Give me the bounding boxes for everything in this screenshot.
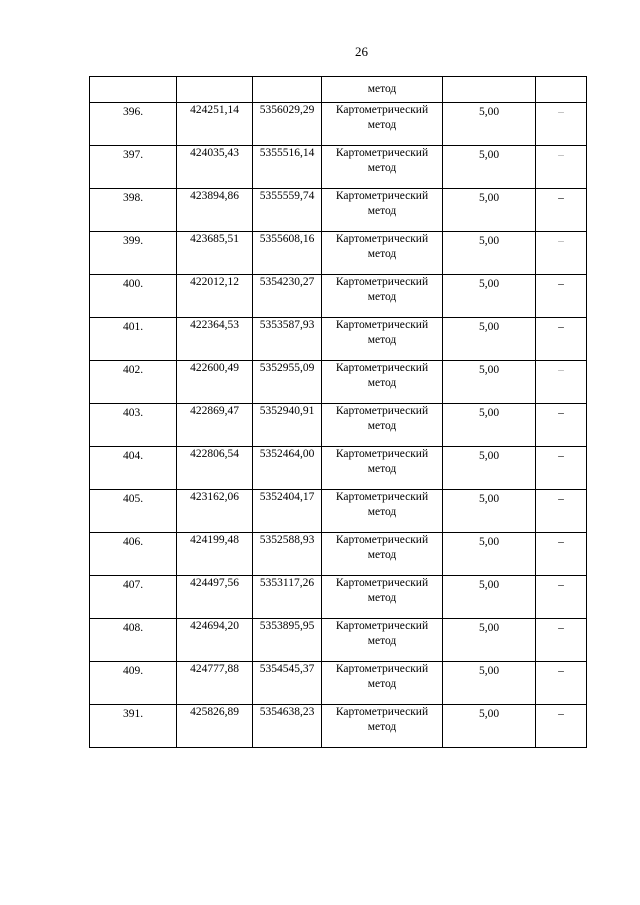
x-coordinate-cell: 425826,89 bbox=[177, 705, 253, 748]
point-number-cell bbox=[90, 404, 177, 447]
method-line-1: Картометрический bbox=[335, 362, 429, 374]
point-number: 403. bbox=[122, 407, 144, 419]
table-row bbox=[90, 146, 587, 189]
dash-mark: – bbox=[558, 493, 564, 505]
point-number-cell bbox=[90, 662, 177, 705]
y-coordinate-cell: 5355608,16 bbox=[253, 232, 322, 275]
accuracy-cell bbox=[443, 490, 536, 533]
x-coordinate-cell: 422364,53 bbox=[177, 318, 253, 361]
x-coordinate-cell: 424251,14 bbox=[177, 103, 253, 146]
accuracy-value: 5,00 bbox=[478, 665, 500, 677]
method-cell bbox=[322, 576, 443, 619]
description-cell bbox=[536, 705, 587, 748]
point-number: 400. bbox=[122, 278, 144, 290]
method-line-1: Картометрический bbox=[335, 405, 429, 417]
dash-mark: – bbox=[558, 622, 564, 634]
method-line-1: Картометрический bbox=[335, 706, 429, 718]
dash-mark: – bbox=[558, 235, 564, 247]
accuracy-value: 5,00 bbox=[478, 622, 500, 634]
point-number-cell bbox=[90, 146, 177, 189]
method-cell bbox=[322, 404, 443, 447]
table-row bbox=[90, 318, 587, 361]
method-cell bbox=[322, 705, 443, 748]
dash-mark: – bbox=[558, 450, 564, 462]
method-cell bbox=[322, 232, 443, 275]
method-cell bbox=[322, 189, 443, 232]
dash-mark: – bbox=[558, 278, 564, 290]
x-coordinate-cell: 422600,49 bbox=[177, 361, 253, 404]
method-cell bbox=[322, 146, 443, 189]
y-coordinate-cell: 5352940,91 bbox=[253, 404, 322, 447]
method-line-1: Картометрический bbox=[335, 319, 429, 331]
point-number-cell bbox=[90, 533, 177, 576]
accuracy-value: 5,00 bbox=[478, 450, 500, 462]
method-line-2: метод bbox=[367, 721, 397, 733]
method-cell: метод bbox=[322, 77, 443, 103]
x-coordinate-cell: 423894,86 bbox=[177, 189, 253, 232]
table-row bbox=[90, 447, 587, 490]
y-coordinate-cell: 5352404,17 bbox=[253, 490, 322, 533]
accuracy-value: 5,00 bbox=[478, 106, 500, 118]
method-line-2: метод bbox=[367, 549, 397, 561]
table-cell bbox=[90, 77, 177, 103]
y-coordinate-cell: 5353117,26 bbox=[253, 576, 322, 619]
description-cell bbox=[536, 275, 587, 318]
description-cell bbox=[536, 103, 587, 146]
method-line-1: Картометрический bbox=[335, 104, 429, 116]
accuracy-value: 5,00 bbox=[478, 536, 500, 548]
method-line-2: метод bbox=[367, 291, 397, 303]
description-cell bbox=[536, 361, 587, 404]
method-cell bbox=[322, 619, 443, 662]
description-cell bbox=[536, 490, 587, 533]
accuracy-cell bbox=[443, 361, 536, 404]
accuracy-value: 5,00 bbox=[478, 364, 500, 376]
table-cell bbox=[253, 77, 322, 103]
y-coordinate-cell: 5355516,14 bbox=[253, 146, 322, 189]
x-coordinate-cell: 424777,88 bbox=[177, 662, 253, 705]
point-number-cell bbox=[90, 189, 177, 232]
table-body bbox=[90, 77, 587, 748]
point-number: 409. bbox=[122, 665, 144, 677]
x-coordinate-cell: 424694,20 bbox=[177, 619, 253, 662]
accuracy-value: 5,00 bbox=[478, 708, 500, 720]
method-line-1: Картометрический bbox=[335, 448, 429, 460]
method-line-1: Картометрический bbox=[335, 233, 429, 245]
y-coordinate-cell: 5355559,74 bbox=[253, 189, 322, 232]
method-line-2: метод bbox=[367, 162, 397, 174]
accuracy-value: 5,00 bbox=[478, 407, 500, 419]
method-line-2: метод bbox=[367, 506, 397, 518]
method-line-2: метод bbox=[367, 334, 397, 346]
description-cell bbox=[536, 447, 587, 490]
y-coordinate-cell: 5353587,93 bbox=[253, 318, 322, 361]
y-coordinate-cell: 5354230,27 bbox=[253, 275, 322, 318]
accuracy-cell bbox=[443, 404, 536, 447]
method-line-2: метод bbox=[367, 377, 397, 389]
point-number: 398. bbox=[122, 192, 144, 204]
point-number-cell bbox=[90, 318, 177, 361]
point-number: 399. bbox=[122, 235, 144, 247]
table-row bbox=[90, 705, 587, 748]
x-coordinate-cell: 424497,56 bbox=[177, 576, 253, 619]
method-cell bbox=[322, 318, 443, 361]
page-number: 26 bbox=[355, 44, 368, 59]
method-line-2: метод bbox=[367, 635, 397, 647]
description-cell bbox=[536, 146, 587, 189]
accuracy-value: 5,00 bbox=[478, 192, 500, 204]
table-cell bbox=[536, 77, 587, 103]
table-row bbox=[90, 275, 587, 318]
method-cell bbox=[322, 662, 443, 705]
table-cell bbox=[177, 77, 253, 103]
y-coordinate-cell: 5354638,23 bbox=[253, 705, 322, 748]
accuracy-cell bbox=[443, 447, 536, 490]
accuracy-cell bbox=[443, 662, 536, 705]
point-number-cell bbox=[90, 619, 177, 662]
point-number-cell bbox=[90, 447, 177, 490]
continuation-row bbox=[90, 77, 587, 103]
accuracy-value: 5,00 bbox=[478, 278, 500, 290]
point-number-cell bbox=[90, 232, 177, 275]
y-coordinate-cell: 5352588,93 bbox=[253, 533, 322, 576]
dash-mark: – bbox=[558, 407, 564, 419]
table-row bbox=[90, 103, 587, 146]
table-row bbox=[90, 361, 587, 404]
point-number: 407. bbox=[122, 579, 144, 591]
method-cell bbox=[322, 447, 443, 490]
description-cell bbox=[536, 404, 587, 447]
accuracy-value: 5,00 bbox=[478, 149, 500, 161]
point-number: 401. bbox=[122, 321, 144, 333]
method-line-1: Картометрический bbox=[335, 620, 429, 632]
method-line-1: Картометрический bbox=[335, 147, 429, 159]
table-row bbox=[90, 576, 587, 619]
method-cell bbox=[322, 490, 443, 533]
accuracy-value: 5,00 bbox=[478, 321, 500, 333]
point-number-cell bbox=[90, 705, 177, 748]
method-line-1: Картометрический bbox=[335, 577, 429, 589]
point-number: 391. bbox=[122, 708, 144, 720]
method-line-1: Картометрический bbox=[335, 663, 429, 675]
description-cell bbox=[536, 232, 587, 275]
method-line-2: метод bbox=[367, 420, 397, 432]
accuracy-value: 5,00 bbox=[478, 579, 500, 591]
accuracy-cell bbox=[443, 576, 536, 619]
method-line-1: Картометрический bbox=[335, 534, 429, 546]
point-number: 406. bbox=[122, 536, 144, 548]
table-row bbox=[90, 189, 587, 232]
method-line-2: метод bbox=[367, 205, 397, 217]
y-coordinate-cell: 5354545,37 bbox=[253, 662, 322, 705]
x-coordinate-cell: 424199,48 bbox=[177, 533, 253, 576]
accuracy-cell bbox=[443, 275, 536, 318]
description-cell bbox=[536, 318, 587, 361]
method-line-2: метод bbox=[367, 248, 397, 260]
accuracy-value: 5,00 bbox=[478, 493, 500, 505]
table-cell bbox=[443, 77, 536, 103]
method-cell bbox=[322, 103, 443, 146]
point-number-cell bbox=[90, 275, 177, 318]
accuracy-cell bbox=[443, 533, 536, 576]
method-cell bbox=[322, 533, 443, 576]
point-number-cell bbox=[90, 576, 177, 619]
point-number: 408. bbox=[122, 622, 144, 634]
x-coordinate-cell: 423162,06 bbox=[177, 490, 253, 533]
table-row bbox=[90, 662, 587, 705]
point-number: 396. bbox=[122, 106, 144, 118]
method-line-2: метод bbox=[367, 463, 397, 475]
accuracy-cell bbox=[443, 103, 536, 146]
x-coordinate-cell: 422012,12 bbox=[177, 275, 253, 318]
point-number-cell bbox=[90, 490, 177, 533]
table-row bbox=[90, 490, 587, 533]
accuracy-cell bbox=[443, 189, 536, 232]
dash-mark: – bbox=[558, 149, 564, 161]
table-row bbox=[90, 404, 587, 447]
point-number: 404. bbox=[122, 450, 144, 462]
method-cell bbox=[322, 275, 443, 318]
table-row bbox=[90, 533, 587, 576]
x-coordinate-cell: 424035,43 bbox=[177, 146, 253, 189]
description-cell bbox=[536, 619, 587, 662]
point-number-cell bbox=[90, 361, 177, 404]
accuracy-value: 5,00 bbox=[478, 235, 500, 247]
y-coordinate-cell: 5352955,09 bbox=[253, 361, 322, 404]
accuracy-cell bbox=[443, 318, 536, 361]
description-cell bbox=[536, 662, 587, 705]
point-number-cell bbox=[90, 103, 177, 146]
table-row bbox=[90, 619, 587, 662]
y-coordinate-cell: 5352464,00 bbox=[253, 447, 322, 490]
method-cell bbox=[322, 361, 443, 404]
accuracy-cell bbox=[443, 619, 536, 662]
coordinates-table bbox=[89, 76, 587, 748]
x-coordinate-cell: 423685,51 bbox=[177, 232, 253, 275]
method-line-1: Картометрический bbox=[335, 190, 429, 202]
point-number: 397. bbox=[122, 149, 144, 161]
x-coordinate-cell: 422806,54 bbox=[177, 447, 253, 490]
y-coordinate-cell: 5353895,95 bbox=[253, 619, 322, 662]
point-number: 405. bbox=[122, 493, 144, 505]
dash-mark: – bbox=[558, 192, 564, 204]
description-cell bbox=[536, 189, 587, 232]
method-line-2: метод bbox=[367, 592, 397, 604]
description-cell bbox=[536, 533, 587, 576]
accuracy-cell bbox=[443, 232, 536, 275]
y-coordinate-cell: 5356029,29 bbox=[253, 103, 322, 146]
description-cell bbox=[536, 576, 587, 619]
method-line-1: Картометрический bbox=[335, 491, 429, 503]
x-coordinate-cell: 422869,47 bbox=[177, 404, 253, 447]
dash-mark: – bbox=[558, 536, 564, 548]
dash-mark: – bbox=[558, 106, 564, 118]
point-number: 402. bbox=[122, 364, 144, 376]
method-line-2: метод bbox=[367, 678, 397, 690]
accuracy-cell bbox=[443, 146, 536, 189]
accuracy-cell bbox=[443, 705, 536, 748]
dash-mark: – bbox=[558, 364, 564, 376]
dash-mark: – bbox=[558, 665, 564, 677]
table-row bbox=[90, 232, 587, 275]
dash-mark: – bbox=[558, 321, 564, 333]
dash-mark: – bbox=[558, 708, 564, 720]
dash-mark: – bbox=[558, 579, 564, 591]
method-line-2: метод bbox=[367, 119, 397, 131]
method-line-1: Картометрический bbox=[335, 276, 429, 288]
